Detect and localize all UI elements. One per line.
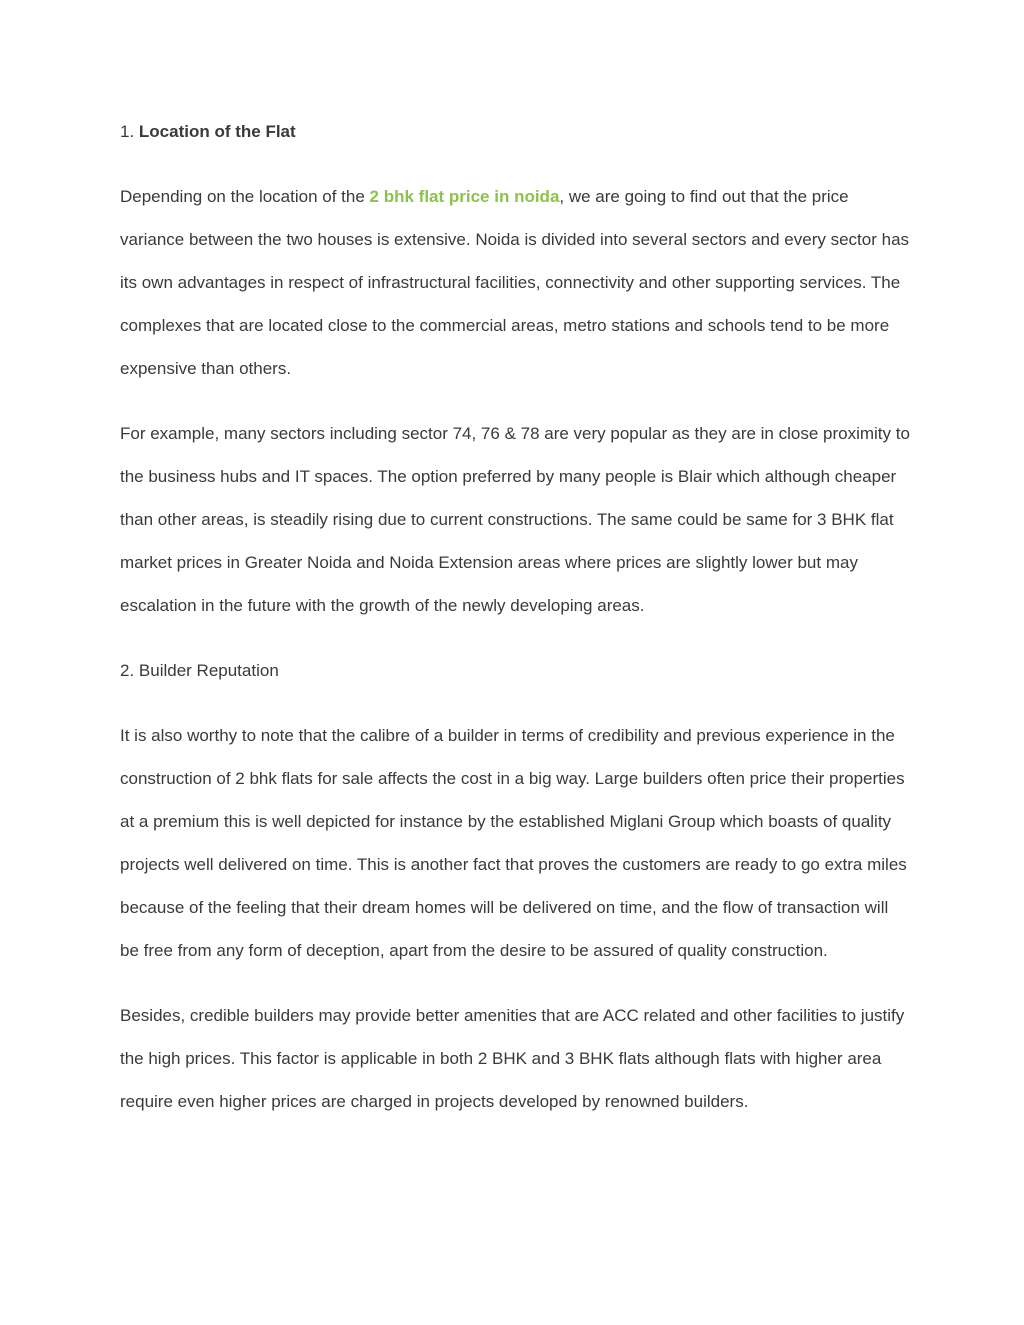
paragraph-location bbox=[120, 175, 910, 390]
paragraph-text-after-link: , we are going to find out that the price variance between the two houses is extensive. Noida is divided into several sectors and every sector has its own advantages in respect of infrastructural facilities, connectivity and other supporting services. The complexes that are located close to the commercial areas, metro stations and schools tend to be more expensive than others. bbox=[120, 187, 910, 378]
section-heading-location bbox=[120, 110, 910, 153]
section-title: Location of the Flat bbox=[138, 122, 296, 141]
paragraph-example-sectors: For example, many sectors including sector 74, 76 & 78 are very popular as they are in close proximity to the business hubs and IT spaces. The option preferred by many people is Blair which although cheaper than other areas, is steadily rising due to current constructions. The same could be same for 3 BHK flat market prices in Greater Noida and Noida Extension areas where prices are slightly lower but may escalation in the future with the growth of the newly developing areas. bbox=[120, 424, 910, 615]
document-page bbox=[120, 110, 910, 1145]
section-heading-builder-reputation: 2. Builder Reputation bbox=[120, 661, 279, 680]
paragraph-amenities: Besides, credible builders may provide better amenities that are ACC related and other facilities to justify the high prices. This factor is applicable in both 2 BHK and 3 BHK flats although flats with higher area require even higher prices are charged in projects developed by renowned builders. bbox=[120, 1006, 905, 1111]
paragraph-builder-reputation: It is also worthy to note that the calibre of a builder in terms of credibility and previous experience in the construction of 2 bhk flats for sale affects the cost in a big way. Large builders often price their properties at a premium this is well depicted for instance by the established Miglani Group which boasts of quality projects well delivered on time. This is another fact that proves the customers are ready to go extra miles because of the feeling that their dream homes will be delivered on time, and the flow of transaction will be free from any form of deception, apart from the desire to be assured of quality construction. bbox=[120, 726, 907, 960]
flat-price-link[interactable]: 2 bhk flat price in noida bbox=[369, 187, 560, 206]
paragraph-text-before-link: Depending on the location of the bbox=[120, 187, 370, 206]
section-number: 1. bbox=[120, 122, 139, 141]
